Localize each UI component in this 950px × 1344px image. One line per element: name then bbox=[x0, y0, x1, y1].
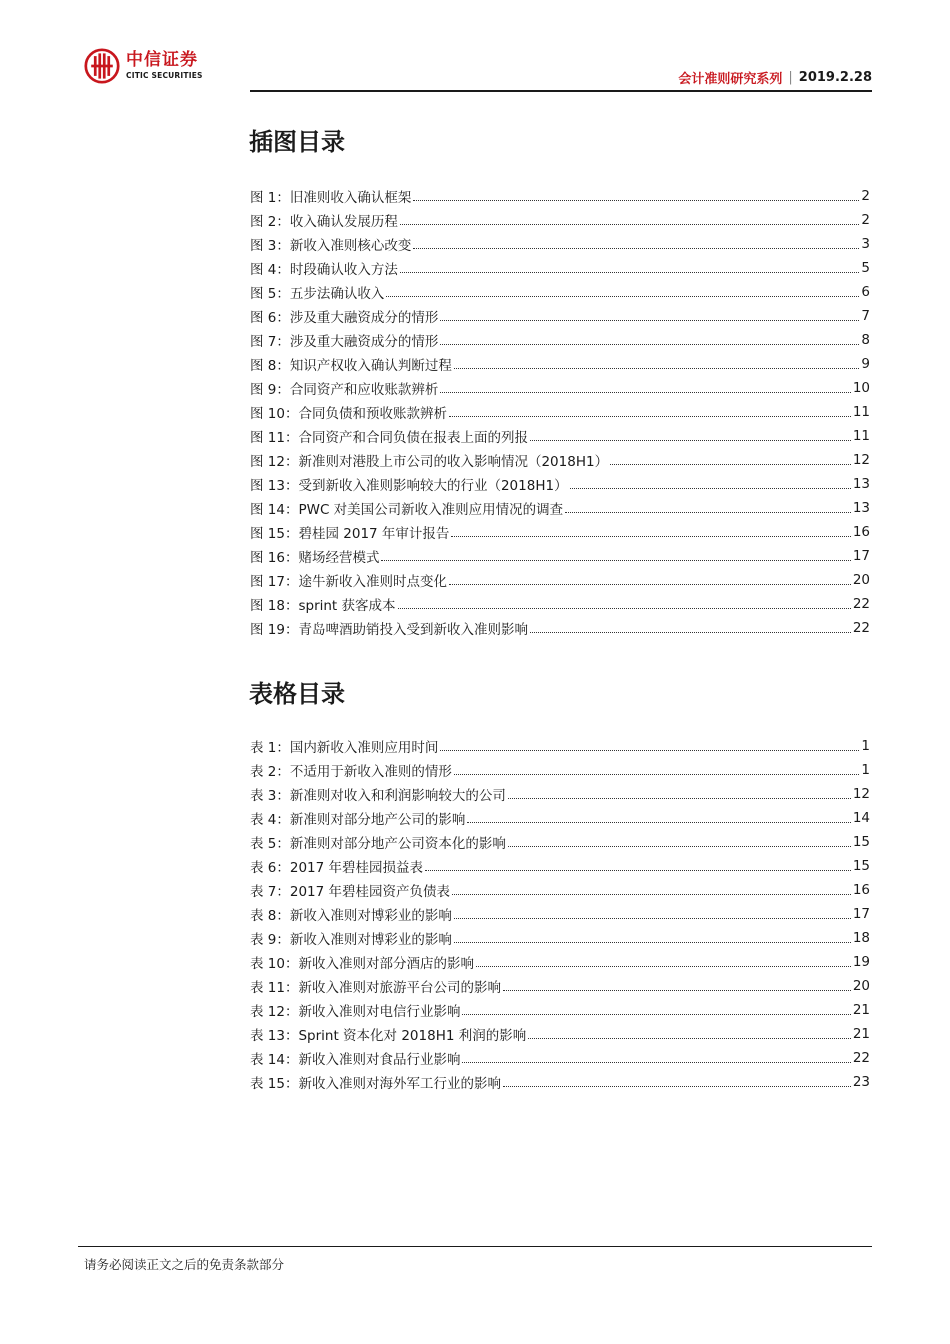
header-divider bbox=[250, 90, 872, 92]
figure-entry-page-number: 13 bbox=[852, 500, 870, 516]
table-entry-page-number: 17 bbox=[852, 906, 870, 922]
figure-entry-page-number: 22 bbox=[852, 596, 870, 612]
dot-leader bbox=[449, 416, 851, 417]
table-toc-entry[interactable] bbox=[250, 974, 870, 998]
table-entry-page-number: 15 bbox=[852, 834, 870, 850]
table-toc-entry[interactable] bbox=[250, 806, 870, 830]
dot-leader bbox=[413, 200, 859, 201]
table-toc-entry[interactable] bbox=[250, 830, 870, 854]
figure-entry-page-number: 17 bbox=[852, 548, 870, 564]
figure-toc-entry[interactable] bbox=[250, 256, 870, 280]
dot-leader bbox=[398, 608, 851, 609]
figure-toc-entry[interactable] bbox=[250, 208, 870, 232]
dot-leader bbox=[503, 1086, 851, 1087]
dot-leader bbox=[462, 1014, 850, 1015]
logo-chinese-name: 中信证券 bbox=[126, 50, 198, 71]
figure-entry-label: 图 14：PWC 对美国公司新收入准则应用情况的调查 bbox=[250, 502, 564, 518]
table-toc-entry[interactable] bbox=[250, 950, 870, 974]
figure-entry-page-number: 6 bbox=[861, 284, 870, 300]
figure-entry-label: 图 15：碧桂园 2017 年审计报告 bbox=[250, 526, 450, 542]
figure-toc-entry[interactable] bbox=[250, 280, 870, 304]
figure-entry-label: 图 6：涉及重大融资成分的情形 bbox=[250, 310, 439, 326]
figure-entry-page-number: 3 bbox=[861, 236, 870, 252]
table-entry-label: 表 2：不适用于新收入准则的情形 bbox=[250, 764, 452, 780]
table-entry-label: 表 12：新收入准则对电信行业影响 bbox=[250, 1004, 461, 1020]
table-toc-entry[interactable] bbox=[250, 1046, 870, 1070]
dot-leader bbox=[528, 1038, 851, 1039]
table-entry-label: 表 9：新收入准则对博彩业的影响 bbox=[250, 932, 452, 948]
table-toc-entry[interactable] bbox=[250, 998, 870, 1022]
dot-leader bbox=[454, 368, 860, 369]
dot-leader bbox=[508, 846, 851, 847]
dot-leader bbox=[610, 464, 851, 465]
table-toc-entry[interactable] bbox=[250, 734, 870, 758]
table-toc-entry[interactable] bbox=[250, 854, 870, 878]
figure-toc-entry[interactable] bbox=[250, 520, 870, 544]
footer-disclaimer: 请务必阅读正文之后的免责条款部分 bbox=[84, 1257, 285, 1272]
figure-entry-label: 图 17：途牛新收入准则时点变化 bbox=[250, 574, 447, 590]
figure-entry-page-number: 12 bbox=[852, 452, 870, 468]
figure-entry-label: 图 2：收入确认发展历程 bbox=[250, 214, 398, 230]
tables-toc bbox=[250, 734, 870, 1094]
dot-leader bbox=[565, 512, 851, 513]
dot-leader bbox=[413, 248, 859, 249]
figure-entry-label: 图 5：五步法确认收入 bbox=[250, 286, 385, 302]
figure-entry-label: 图 18：sprint 获客成本 bbox=[250, 598, 396, 614]
figure-toc-entry[interactable] bbox=[250, 400, 870, 424]
table-entry-page-number: 21 bbox=[852, 1002, 870, 1018]
footer-divider bbox=[78, 1246, 872, 1247]
table-entry-page-number: 23 bbox=[852, 1074, 870, 1090]
dot-leader bbox=[454, 774, 860, 775]
figure-entry-label: 图 1：旧准则收入确认框架 bbox=[250, 190, 412, 206]
table-entry-label: 表 15：新收入准则对海外军工行业的影响 bbox=[250, 1076, 501, 1092]
figures-toc-title: 插图目录 bbox=[249, 128, 345, 156]
figure-entry-label: 图 10：合同负债和预收账款辨析 bbox=[250, 406, 447, 422]
dot-leader bbox=[452, 894, 851, 895]
table-entry-label: 表 5：新准则对部分地产公司资本化的影响 bbox=[250, 836, 506, 852]
dot-leader bbox=[400, 224, 860, 225]
figure-toc-entry[interactable] bbox=[250, 544, 870, 568]
dot-leader bbox=[400, 272, 860, 273]
figure-entry-page-number: 2 bbox=[861, 188, 870, 204]
figure-entry-label: 图 12：新准则对港股上市公司的收入影响情况（2018H1） bbox=[250, 454, 609, 470]
dot-leader bbox=[508, 798, 851, 799]
table-entry-label: 表 1：国内新收入准则应用时间 bbox=[250, 740, 439, 756]
figure-toc-entry[interactable] bbox=[250, 592, 870, 616]
figure-toc-entry[interactable] bbox=[250, 328, 870, 352]
figure-toc-entry[interactable] bbox=[250, 568, 870, 592]
table-entry-label: 表 6：2017 年碧桂园损益表 bbox=[250, 860, 424, 876]
dot-leader bbox=[454, 942, 851, 943]
dot-leader bbox=[530, 440, 851, 441]
dot-leader bbox=[440, 344, 859, 345]
dot-leader bbox=[440, 320, 859, 321]
citic-logo-icon bbox=[84, 48, 120, 84]
table-entry-page-number: 19 bbox=[852, 954, 870, 970]
table-toc-entry[interactable] bbox=[250, 1022, 870, 1046]
table-entry-page-number: 22 bbox=[852, 1050, 870, 1066]
figure-entry-page-number: 5 bbox=[861, 260, 870, 276]
tables-toc-title: 表格目录 bbox=[249, 680, 345, 708]
dot-leader bbox=[386, 296, 859, 297]
table-entry-page-number: 16 bbox=[852, 882, 870, 898]
figure-entry-label: 图 11：合同资产和合同负债在报表上面的列报 bbox=[250, 430, 528, 446]
figure-entry-page-number: 8 bbox=[861, 332, 870, 348]
dot-leader bbox=[454, 918, 851, 919]
dot-leader bbox=[503, 990, 851, 991]
table-entry-page-number: 1 bbox=[861, 738, 870, 754]
report-date: 2019.2.28 bbox=[798, 70, 872, 85]
table-entry-page-number: 18 bbox=[852, 930, 870, 946]
figure-entry-page-number: 7 bbox=[861, 308, 870, 324]
table-toc-entry[interactable] bbox=[250, 758, 870, 782]
table-entry-label: 表 11：新收入准则对旅游平台公司的影响 bbox=[250, 980, 501, 996]
figure-entry-label: 图 8：知识产权收入确认判断过程 bbox=[250, 358, 452, 374]
dot-leader bbox=[530, 632, 851, 633]
figure-entry-label: 图 13：受到新收入准则影响较大的行业（2018H1） bbox=[250, 478, 568, 494]
dot-leader bbox=[467, 822, 850, 823]
dot-leader bbox=[451, 536, 850, 537]
table-entry-label: 表 3：新准则对收入和利润影响较大的公司 bbox=[250, 788, 506, 804]
figure-entry-page-number: 16 bbox=[852, 524, 870, 540]
company-logo bbox=[84, 48, 203, 84]
table-entry-label: 表 8：新收入准则对博彩业的影响 bbox=[250, 908, 452, 924]
table-toc-entry[interactable] bbox=[250, 878, 870, 902]
dot-leader bbox=[381, 560, 850, 561]
figure-toc-entry[interactable] bbox=[250, 424, 870, 448]
figure-entry-page-number: 10 bbox=[852, 380, 870, 396]
table-entry-label: 表 10：新收入准则对部分酒店的影响 bbox=[250, 956, 474, 972]
table-entry-page-number: 1 bbox=[861, 762, 870, 778]
table-toc-entry[interactable] bbox=[250, 902, 870, 926]
figure-toc-entry[interactable] bbox=[250, 304, 870, 328]
dot-leader bbox=[440, 750, 859, 751]
figure-toc-entry[interactable] bbox=[250, 496, 870, 520]
figure-entry-label: 图 9：合同资产和应收账款辨析 bbox=[250, 382, 439, 398]
table-entry-page-number: 20 bbox=[852, 978, 870, 994]
table-toc-entry[interactable] bbox=[250, 926, 870, 950]
figure-entry-page-number: 13 bbox=[852, 476, 870, 492]
logo-english-name: CITIC SECURITIES bbox=[126, 71, 203, 81]
dot-leader bbox=[440, 392, 850, 393]
table-entry-page-number: 12 bbox=[852, 786, 870, 802]
table-toc-entry[interactable] bbox=[250, 782, 870, 806]
figure-entry-page-number: 9 bbox=[861, 356, 870, 372]
figure-entry-label: 图 3：新收入准则核心改变 bbox=[250, 238, 412, 254]
figure-entry-label: 图 16：赌场经营模式 bbox=[250, 550, 380, 566]
dot-leader bbox=[449, 584, 851, 585]
figure-entry-page-number: 20 bbox=[852, 572, 870, 588]
figure-entry-page-number: 2 bbox=[861, 212, 870, 228]
figure-toc-entry[interactable] bbox=[250, 472, 870, 496]
dot-leader bbox=[425, 870, 851, 871]
dot-leader bbox=[462, 1062, 850, 1063]
report-series: 会计准则研究系列 bbox=[678, 72, 783, 87]
table-entry-label: 表 4：新准则对部分地产公司的影响 bbox=[250, 812, 466, 828]
figure-toc-entry[interactable] bbox=[250, 184, 870, 208]
figure-toc-entry[interactable] bbox=[250, 232, 870, 256]
figure-entry-label: 图 4：时段确认收入方法 bbox=[250, 262, 398, 278]
dot-leader bbox=[476, 966, 851, 967]
figure-entry-page-number: 11 bbox=[852, 404, 870, 420]
figure-toc-entry[interactable] bbox=[250, 376, 870, 400]
figure-entry-page-number: 22 bbox=[852, 620, 870, 636]
table-entry-label: 表 7：2017 年碧桂园资产负债表 bbox=[250, 884, 451, 900]
report-header bbox=[678, 68, 872, 87]
header-separator: | bbox=[788, 70, 793, 85]
figure-toc-entry[interactable] bbox=[250, 352, 870, 376]
table-entry-page-number: 15 bbox=[852, 858, 870, 874]
dot-leader bbox=[570, 488, 851, 489]
figure-entry-label: 图 7：涉及重大融资成分的情形 bbox=[250, 334, 439, 350]
table-entry-label: 表 14：新收入准则对食品行业影响 bbox=[250, 1052, 461, 1068]
figure-entry-label: 图 19：青岛啤酒助销投入受到新收入准则影响 bbox=[250, 622, 528, 638]
figures-toc bbox=[250, 184, 870, 640]
figure-toc-entry[interactable] bbox=[250, 448, 870, 472]
figure-entry-page-number: 11 bbox=[852, 428, 870, 444]
table-entry-page-number: 21 bbox=[852, 1026, 870, 1042]
figure-toc-entry[interactable] bbox=[250, 616, 870, 640]
table-entry-label: 表 13：Sprint 资本化对 2018H1 利润的影响 bbox=[250, 1028, 527, 1044]
table-entry-page-number: 14 bbox=[852, 810, 870, 826]
table-toc-entry[interactable] bbox=[250, 1070, 870, 1094]
